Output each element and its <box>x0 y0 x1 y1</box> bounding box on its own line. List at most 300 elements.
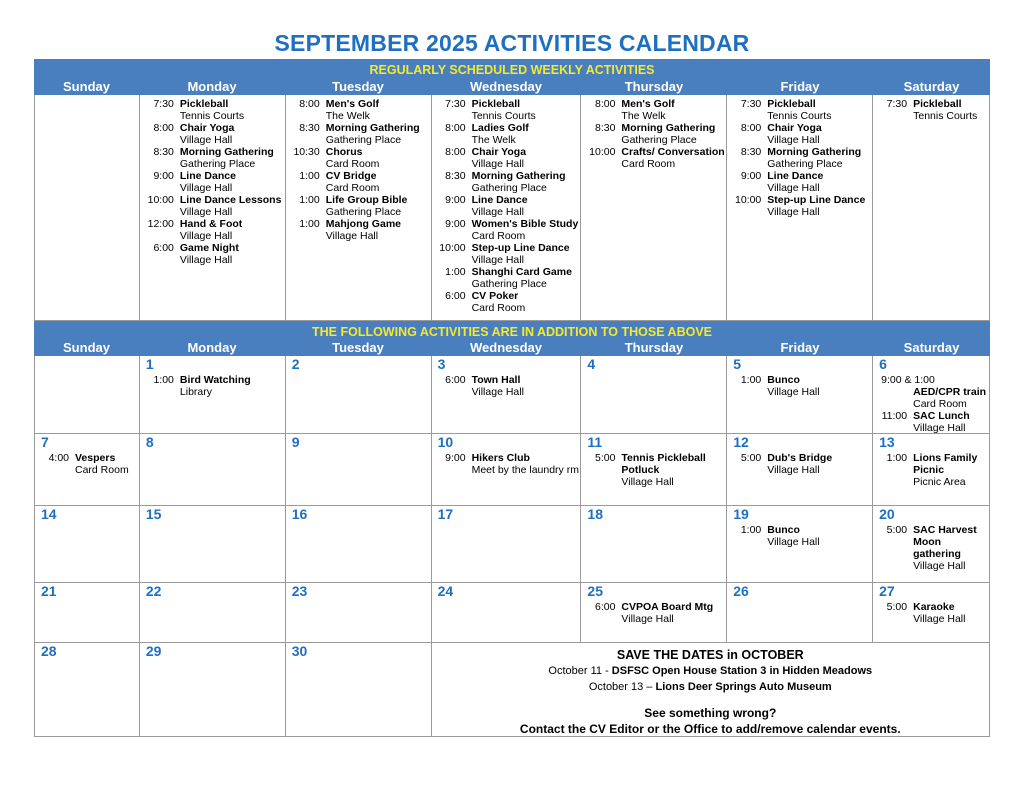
calendar-event <box>286 98 431 122</box>
weekly-header-band <box>34 59 990 95</box>
calendar-event <box>873 410 989 434</box>
event-list <box>727 452 872 476</box>
event-place: Village Hall <box>471 206 524 218</box>
event-name: Men's Golf <box>621 98 675 110</box>
event-time: 9:00 & 1:00 <box>881 374 935 386</box>
event-list <box>873 452 989 488</box>
day-number: 21 <box>41 583 57 599</box>
day-cell <box>873 583 990 643</box>
calendar-event <box>286 146 431 170</box>
event-place: Village Hall <box>767 536 820 548</box>
event-place: Tennis Courts <box>913 110 978 122</box>
event-place: The Welk <box>471 134 516 146</box>
calendar-event <box>727 452 872 476</box>
calendar-event <box>581 601 726 625</box>
event-time: 8:00 <box>299 98 320 110</box>
day-number: 9 <box>291 434 300 450</box>
day-header-thursday: Thursday <box>624 79 684 94</box>
event-list <box>727 374 872 398</box>
calendar-event <box>727 98 872 122</box>
day-cell <box>286 506 432 583</box>
event-time: 1:00 <box>153 374 174 386</box>
day-header-sunday: Sunday <box>63 340 110 355</box>
day-number: 7 <box>41 434 49 450</box>
event-name: Crafts/ Conversation <box>621 146 725 158</box>
event-time: 8:00 <box>445 122 466 134</box>
event-name: Morning Gathering <box>325 122 420 134</box>
calendar-event <box>727 524 872 548</box>
event-name: Bunco <box>767 374 800 386</box>
weekly-cell-thursday <box>581 95 727 321</box>
day-cell <box>286 643 432 737</box>
day-number: 14 <box>41 506 57 522</box>
event-name: Hand & Foot <box>179 218 243 230</box>
day-number: 17 <box>437 506 454 522</box>
event-name: Men's Golf <box>325 98 379 110</box>
event-time: 8:30 <box>299 122 320 134</box>
event-time: 12:00 <box>147 218 174 230</box>
day-cell <box>286 356 432 434</box>
calendar-event <box>873 374 989 410</box>
event-name: Dub's Bridge <box>767 452 833 464</box>
event-time: 1:00 <box>445 266 466 278</box>
event-time: 5:00 <box>740 452 762 464</box>
event-time: 6:00 <box>153 242 174 254</box>
day-number: 18 <box>587 506 603 522</box>
calendar-event <box>432 266 581 290</box>
event-time: 9:00 <box>445 452 466 464</box>
day-header-saturday: Saturday <box>903 79 960 94</box>
day-header-tuesday: Tuesday <box>332 79 384 94</box>
day-number: 24 <box>437 583 454 599</box>
event-time: 5:00 <box>886 524 908 536</box>
event-time: 5:00 <box>886 601 908 613</box>
event-list <box>873 374 989 434</box>
event-list <box>286 98 431 242</box>
day-number: 22 <box>145 583 162 599</box>
event-place: Village Hall <box>767 206 820 218</box>
save-dates-line-1 <box>432 663 989 679</box>
event-time: 7:30 <box>445 98 466 110</box>
calendar-event <box>35 452 139 476</box>
event-time: 1:00 <box>740 524 762 536</box>
day-number: 10 <box>437 434 454 450</box>
day-header-sunday: Sunday <box>63 79 110 94</box>
weekly-schedule-row <box>34 95 990 321</box>
save-dates-heading: SAVE THE DATES in OCTOBER <box>616 648 804 662</box>
event-time: 10:00 <box>734 194 762 206</box>
event-place: Gathering Place <box>325 134 402 146</box>
event-place: Gathering Place <box>767 158 843 170</box>
event-place: Tennis Courts <box>767 110 832 122</box>
day-header-monday: Monday <box>187 340 237 355</box>
day-cell <box>432 506 582 583</box>
event-place: Gathering Place <box>325 206 402 218</box>
event-place: Village Hall <box>325 230 379 242</box>
event-name: Chair Yoga <box>767 122 822 134</box>
event-time: 1:00 <box>740 374 762 386</box>
weekly-cell-wednesday <box>432 95 582 321</box>
day-cell <box>727 583 873 643</box>
weekly-cell-friday <box>727 95 873 321</box>
event-place: Village Hall <box>471 254 524 266</box>
event-name: Shanghi Card Game <box>471 266 572 278</box>
event-place: Gathering Place <box>621 134 697 146</box>
event-list <box>873 524 989 572</box>
calendar-event <box>286 170 431 194</box>
day-number: 6 <box>879 356 887 372</box>
save-the-dates <box>432 643 990 737</box>
event-list <box>432 98 581 314</box>
event-place: Village Hall <box>913 560 966 572</box>
event-place: Village Hall <box>179 254 233 266</box>
event-place: Gathering Place <box>471 182 547 194</box>
day-number: 23 <box>291 583 308 599</box>
event-name: Mahjong Game <box>325 218 401 230</box>
event-place: Picnic Area <box>913 476 966 488</box>
day-number: 1 <box>145 356 154 372</box>
day-cell <box>581 506 727 583</box>
event-place: Meet by the laundry rm <box>471 464 579 476</box>
calendar-event <box>581 122 726 146</box>
calendar-event <box>727 374 872 398</box>
event-time: 7:30 <box>886 98 908 110</box>
day-cell <box>140 506 286 583</box>
event-place: Card Room <box>325 182 380 194</box>
event-place: Card Room <box>471 230 526 242</box>
event-place: The Welk <box>621 110 666 122</box>
day-number: 2 <box>291 356 300 372</box>
event-time: 6:00 <box>594 601 616 613</box>
event-name: Chair Yoga <box>471 146 527 158</box>
calendar-event <box>286 218 431 242</box>
calendar-event <box>140 146 285 170</box>
week-row-1 <box>34 356 990 434</box>
event-name: Pickleball <box>179 98 229 110</box>
event-name: Bunco <box>767 524 800 536</box>
day-cell <box>727 356 873 434</box>
calendar-event <box>432 98 581 122</box>
event-name: Chorus <box>325 146 363 158</box>
day-cell <box>727 506 873 583</box>
calendar-event <box>873 601 989 625</box>
calendar-event <box>432 122 581 146</box>
event-name: Morning Gathering <box>471 170 566 182</box>
day-header-thursday: Thursday <box>624 340 684 355</box>
event-name: Step-up Line Dance <box>767 194 866 206</box>
day-number: 4 <box>587 356 596 372</box>
day-number: 5 <box>733 356 742 372</box>
event-name: Pickleball <box>471 98 521 110</box>
day-number: 20 <box>879 506 895 522</box>
event-place: Card Room <box>621 158 676 170</box>
event-name: CV Bridge <box>325 170 377 182</box>
event-name: Tennis Pickleball Potluck <box>621 452 706 476</box>
weekly-banner: REGULARLY SCHEDULED WEEKLY ACTIVITIES <box>369 63 655 77</box>
weekly-cell-saturday <box>873 95 990 321</box>
weekday-header <box>34 79 990 94</box>
event-name: Town Hall <box>471 374 521 386</box>
day-cell <box>35 434 140 506</box>
day-cell <box>432 356 582 434</box>
calendar-event <box>140 218 285 242</box>
event-list <box>432 452 581 476</box>
event-time: 6:00 <box>445 374 466 386</box>
event-time: 8:30 <box>153 146 174 158</box>
calendar-event <box>140 98 285 122</box>
event-name: Ladies Golf <box>471 122 529 134</box>
something-wrong: See something wrong? <box>644 706 777 720</box>
calendar-event <box>873 98 989 122</box>
week-row-5 <box>34 643 990 737</box>
day-number: 28 <box>41 643 57 659</box>
event-list <box>873 601 989 625</box>
event-time: 8:30 <box>445 170 466 182</box>
event-time: 1:00 <box>299 194 320 206</box>
day-number: 29 <box>145 643 162 659</box>
day-number: 30 <box>291 643 308 659</box>
event-place: Village Hall <box>179 206 233 218</box>
event-name: Morning Gathering <box>179 146 274 158</box>
day-cell <box>581 356 727 434</box>
event-time: 10:30 <box>293 146 320 158</box>
addition-header-band <box>34 321 990 356</box>
weekday-header-2 <box>34 340 990 355</box>
event-time: 5:00 <box>594 452 616 464</box>
day-number: 12 <box>733 434 749 450</box>
day-cell <box>140 583 286 643</box>
calendar <box>34 59 990 737</box>
event-list <box>581 601 726 625</box>
event-place: Village Hall <box>767 464 820 476</box>
event-time: 8:30 <box>740 146 762 158</box>
event-time: 1:00 <box>299 218 320 230</box>
event-time: 9:00 <box>153 170 174 182</box>
day-cell <box>581 583 727 643</box>
day-cell <box>35 356 140 434</box>
event-time: 10:00 <box>589 146 616 158</box>
calendar-event <box>727 122 872 146</box>
calendar-event <box>432 290 581 314</box>
event-list <box>581 452 726 488</box>
day-cell <box>581 434 727 506</box>
calendar-event <box>286 122 431 146</box>
day-number: 16 <box>291 506 308 522</box>
calendar-event <box>873 452 989 488</box>
event-name: Pickleball <box>913 98 962 110</box>
page-title: SEPTEMBER 2025 ACTIVITIES CALENDAR <box>274 30 750 56</box>
event-name: Game Night <box>179 242 239 254</box>
event-time: 9:00 <box>445 194 466 206</box>
event-name: AED/CPR train <box>913 386 987 398</box>
calendar-event <box>140 170 285 194</box>
event-list <box>727 98 872 218</box>
event-name: SAC Lunch <box>913 410 970 422</box>
calendar-event <box>432 452 581 476</box>
day-cell <box>432 434 582 506</box>
event-place: Tennis Courts <box>179 110 245 122</box>
event-name: Bird Watching <box>179 374 251 386</box>
event-list <box>140 98 285 266</box>
calendar-event <box>873 524 989 572</box>
event-place: Village Hall <box>471 158 524 170</box>
event-place: Village Hall <box>767 182 820 194</box>
event-list <box>873 98 989 122</box>
day-number: 26 <box>733 583 749 599</box>
event-place: Village Hall <box>471 386 524 398</box>
day-cell <box>286 434 432 506</box>
calendar-event <box>432 242 581 266</box>
event-name: Hikers Club <box>471 452 530 464</box>
calendar-event <box>140 242 285 266</box>
calendar-event <box>727 146 872 170</box>
day-header-friday: Friday <box>780 79 820 94</box>
save-dates-line-2 <box>432 679 989 695</box>
event-place: Card Room <box>325 158 380 170</box>
event-name: Life Group Bible <box>325 194 408 206</box>
day-cell <box>35 583 140 643</box>
event-place: Gathering Place <box>179 158 256 170</box>
save-date-2: October 13 – <box>588 681 656 693</box>
event-name: Women's Bible Study <box>471 218 579 230</box>
day-header-wednesday: Wednesday <box>469 340 542 355</box>
save-event-2: Lions Deer Springs Auto Museum <box>655 681 832 693</box>
event-name: Pickleball <box>767 98 816 110</box>
calendar-event <box>727 194 872 218</box>
day-header-tuesday: Tuesday <box>332 340 384 355</box>
calendar-event <box>581 98 726 122</box>
event-name: Morning Gathering <box>621 122 716 134</box>
event-time: 9:00 <box>445 218 466 230</box>
day-header-saturday: Saturday <box>903 340 960 355</box>
event-place: Village Hall <box>621 476 674 488</box>
calendar-event <box>140 194 285 218</box>
event-time: 8:00 <box>445 146 466 158</box>
event-time: 10:00 <box>147 194 174 206</box>
calendar-event <box>581 146 726 170</box>
event-place: Village Hall <box>913 613 966 625</box>
calendar-event <box>140 122 285 146</box>
day-number: 25 <box>587 583 603 599</box>
event-list <box>581 98 726 170</box>
calendar-event <box>432 194 581 218</box>
addition-banner: THE FOLLOWING ACTIVITIES ARE IN ADDITION TO THOSE ABOVE <box>311 325 712 339</box>
event-place: The Welk <box>325 110 370 122</box>
day-number: 15 <box>145 506 162 522</box>
month-weeks <box>34 356 990 643</box>
event-name: CVPOA Board Mtg <box>621 601 714 613</box>
event-name: Line Dance <box>767 170 824 182</box>
event-time: 6:00 <box>445 290 466 302</box>
event-time: 4:00 <box>48 452 69 464</box>
event-place: Village Hall <box>179 134 233 146</box>
week-row-2 <box>34 434 990 506</box>
event-time: 8:00 <box>153 122 174 134</box>
weekly-cell-tuesday <box>286 95 432 321</box>
day-header-friday: Friday <box>780 340 820 355</box>
event-name: Lions Family Picnic <box>913 452 978 476</box>
event-name: SAC Harvest Moon gathering <box>913 524 977 560</box>
event-time: 10:00 <box>439 242 466 254</box>
day-cell <box>35 506 140 583</box>
event-place: Village Hall <box>767 134 820 146</box>
event-place: Village Hall <box>913 422 966 434</box>
event-place: Card Room <box>471 302 526 314</box>
event-place: Card Room <box>913 398 967 410</box>
calendar-event <box>581 452 726 488</box>
day-cell <box>873 434 990 506</box>
event-place: Village Hall <box>179 230 233 242</box>
day-cell <box>873 506 990 583</box>
day-cell <box>140 356 286 434</box>
event-place: Village Hall <box>179 182 233 194</box>
event-time: 8:00 <box>740 122 762 134</box>
day-cell <box>432 583 582 643</box>
day-header-wednesday: Wednesday <box>469 79 542 94</box>
event-name: Chair Yoga <box>179 122 235 134</box>
weekly-cell-sunday <box>35 95 140 321</box>
day-cell <box>727 434 873 506</box>
event-list <box>140 374 285 398</box>
event-name: Line Dance <box>179 170 236 182</box>
contact-note: Contact the CV Editor or the Office to add/remove calendar events. <box>519 722 901 736</box>
save-date-1: October 11 - <box>548 665 612 677</box>
week-row-4 <box>34 583 990 643</box>
event-time: 8:00 <box>594 98 616 110</box>
calendar-event <box>286 194 431 218</box>
event-time: 8:30 <box>594 122 616 134</box>
event-place: Village Hall <box>621 613 674 625</box>
weekly-cell-monday <box>140 95 286 321</box>
event-name: Vespers <box>75 452 116 464</box>
event-name: Line Dance Lessons <box>179 194 282 206</box>
event-time: 1:00 <box>886 452 908 464</box>
day-number: 19 <box>733 506 749 522</box>
day-header-monday: Monday <box>187 79 237 94</box>
calendar-event <box>432 146 581 170</box>
event-list <box>432 374 581 398</box>
day-number: 27 <box>879 583 895 599</box>
event-name: CV Poker <box>471 290 519 302</box>
event-name: Line Dance <box>471 194 528 206</box>
event-time: 7:30 <box>153 98 174 110</box>
day-number: 8 <box>145 434 154 450</box>
week-row-3 <box>34 506 990 583</box>
event-time: 7:30 <box>740 98 762 110</box>
day-number: 3 <box>437 356 446 372</box>
event-place: Card Room <box>75 464 129 476</box>
day-number: 13 <box>879 434 895 450</box>
event-time: 9:00 <box>740 170 762 182</box>
day-number: 11 <box>587 434 603 450</box>
calendar-event <box>727 170 872 194</box>
day-cell <box>140 643 286 737</box>
calendar-event <box>432 218 581 242</box>
event-name: Morning Gathering <box>767 146 862 158</box>
event-place: Library <box>179 386 212 398</box>
save-event-1: DSFSC Open House Station 3 in Hidden Meadows <box>611 665 873 677</box>
day-cell <box>35 643 140 737</box>
day-cell <box>286 583 432 643</box>
day-cell <box>140 434 286 506</box>
event-place: Village Hall <box>767 386 820 398</box>
event-time: 1:00 <box>299 170 320 182</box>
event-place: Gathering Place <box>471 278 547 290</box>
day-cell <box>873 356 990 434</box>
event-place: Tennis Courts <box>471 110 536 122</box>
event-name: Step-up Line Dance <box>471 242 570 254</box>
calendar-event <box>432 374 581 398</box>
